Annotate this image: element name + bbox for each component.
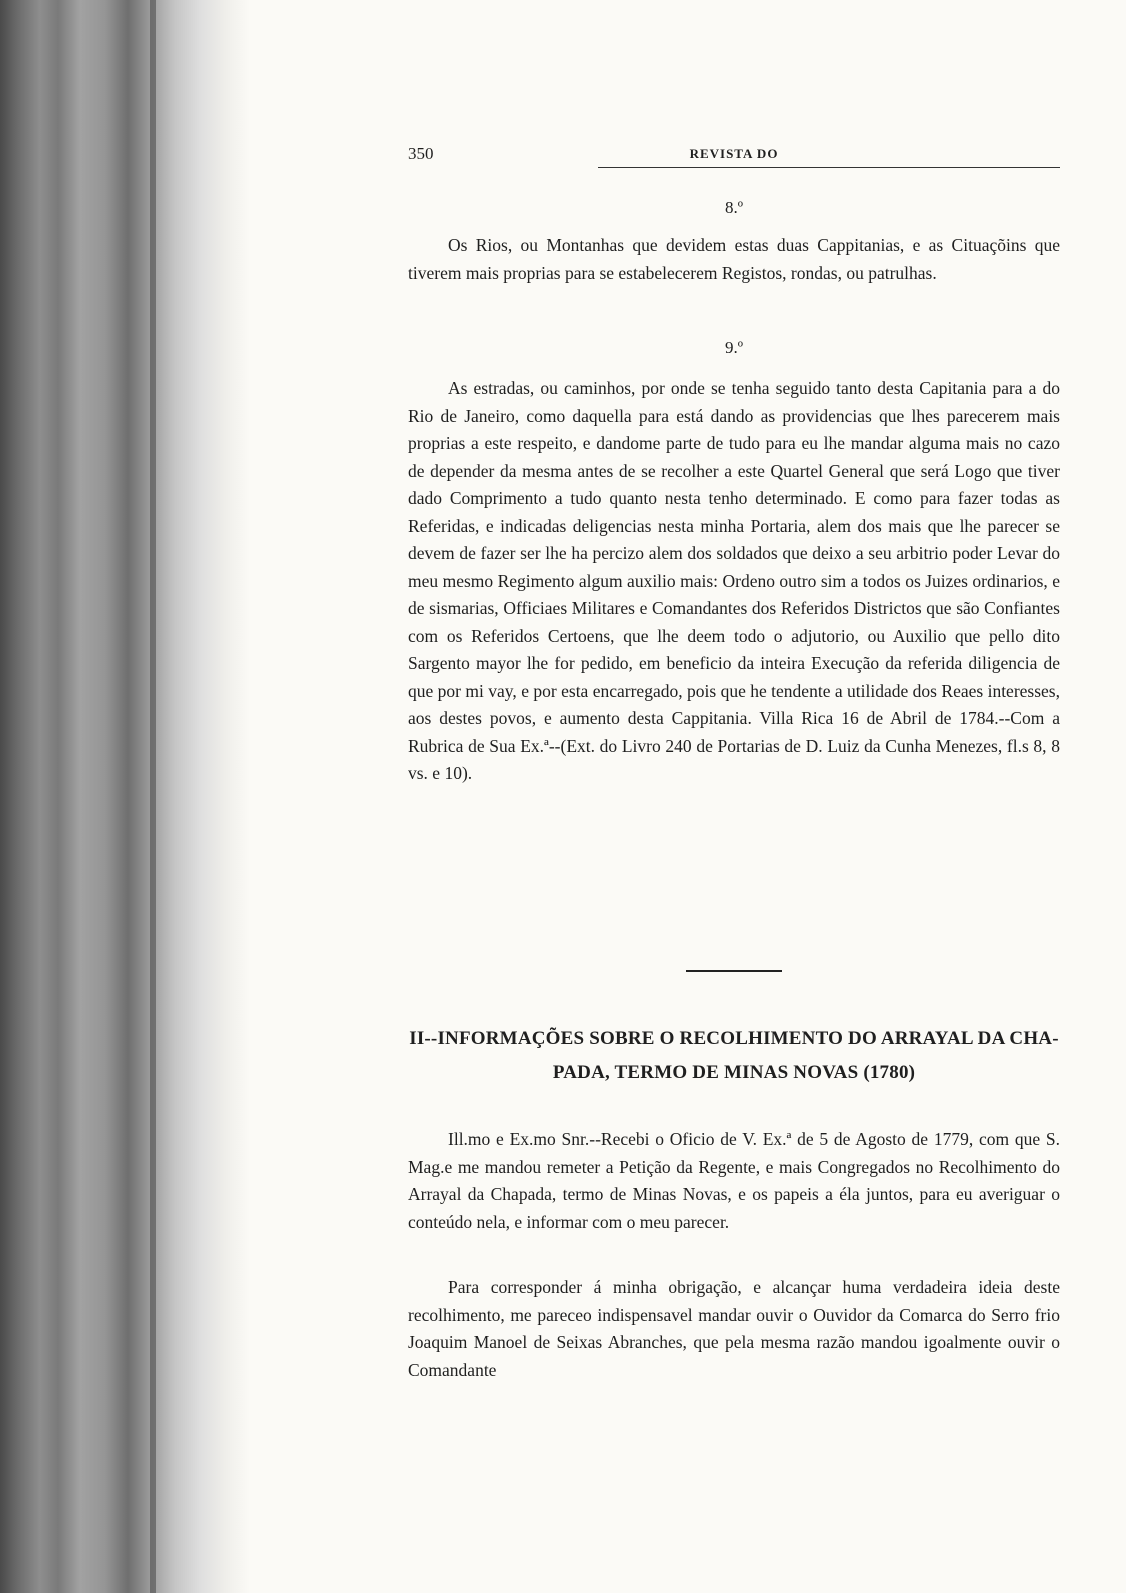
section-9-text: As estradas, ou caminhos, por onde se tenha seguido tanto desta Capitania para a do Rio de Janeiro, como daquella para está dando as providencias que lhes parecerem mais proprias a este respeito, e dandome parte de tudo para eu lhe mandar alguma mais no cazo de depender da mesma antes de se recolher a este Quartel General que será Logo que tiver dado Comprimento a tudo quanto nesta tenho determinado. E como para fazer todas as Referidas, e indicadas deligencias nesta minha Portaria, alem dos mais que lhe parecer se devem de fazer ser lhe ha percizo alem dos soldados que deixo a seu arbitrio poder Levar do meu mesmo Regimento algum auxilio mais: Ordeno outro sim a todos os Juizes ordinarios, e de sismarias, Officiaes Militares e Comandantes dos Referidos Districtos que são Confiantes com os Referidos Certoens, que lhe deem todo o adjutorio, ou Auxilio que pello dito Sargento mayor lhe for pedido, em beneficio da inteira Execução da referida diligencia de que por mi vay, e por esta encarregado, pois que he tendente a utilidade dos Reaes interesses, aos destes povos, e aumento desta Cappitania. Villa Rica 16 de Abril de 1784.--Com a Rubrica de Sua Ex.ª--(Ext. do Livro 240 de Portarias de D. Luiz da Cunha Menezes, fl.s 8, 8 vs. e 10).: [408, 378, 1060, 783]
header-rule: [598, 167, 1060, 168]
running-head: [408, 144, 1060, 166]
chapter-heading-line-2: PADA, TERMO DE MINAS NOVAS (1780): [552, 1062, 916, 1083]
section-separator-rule: [686, 970, 782, 972]
chapter-paragraph-1: [408, 1126, 1060, 1236]
book-page: [408, 0, 1060, 1593]
chapter-paragraph-1-text: Ill.mo e Ex.mo Snr.--Recebi o Oficio de V. Ex.ª de 5 de Agosto de 1779, com que S. Mag.e me mandou remeter a Petição da Regente, e mais Congregados no Recolhimento do Arrayal da Chapada, termo de Minas Novas, e os papeis a éla juntos, para eu averiguar o conteúdo nela, e informar com o meu parecer.: [408, 1129, 1060, 1232]
chapter-heading: [408, 1022, 1060, 1090]
chapter-heading-line-1: II--INFORMAÇÕES SOBRE O RECOLHIMENTO DO ARRAYAL DA CHA-: [409, 1028, 1059, 1049]
section-8-paragraph: [408, 232, 1060, 287]
chapter-paragraph-2-text: Para corresponder á minha obrigação, e alcançar huma verdadeira ideia deste recolhimento, me pareceo indispensavel mandar ouvir o Ouvidor da Comarca do Serro frio Joaquim Manoel de Seixas Abranches, que pela mesma razão mandou igoalmente ouvir o Comandante: [408, 1277, 1060, 1380]
section-8-text: Os Rios, ou Montanhas que devidem estas duas Cappitanias, e as Cituaçõins que tiverem mais proprias para se estabelecerem Registos, rondas, ou patrulhas.: [408, 235, 1060, 283]
chapter-paragraph-2: [408, 1274, 1060, 1384]
journal-title: REVISTA DO: [689, 146, 779, 161]
book-gutter-shadow: [0, 0, 250, 1593]
section-number-9: 9.º: [724, 338, 744, 357]
section-number-8: 8.º: [724, 198, 744, 217]
section-9-paragraph: [408, 375, 1060, 788]
page-number: 350: [408, 144, 434, 163]
